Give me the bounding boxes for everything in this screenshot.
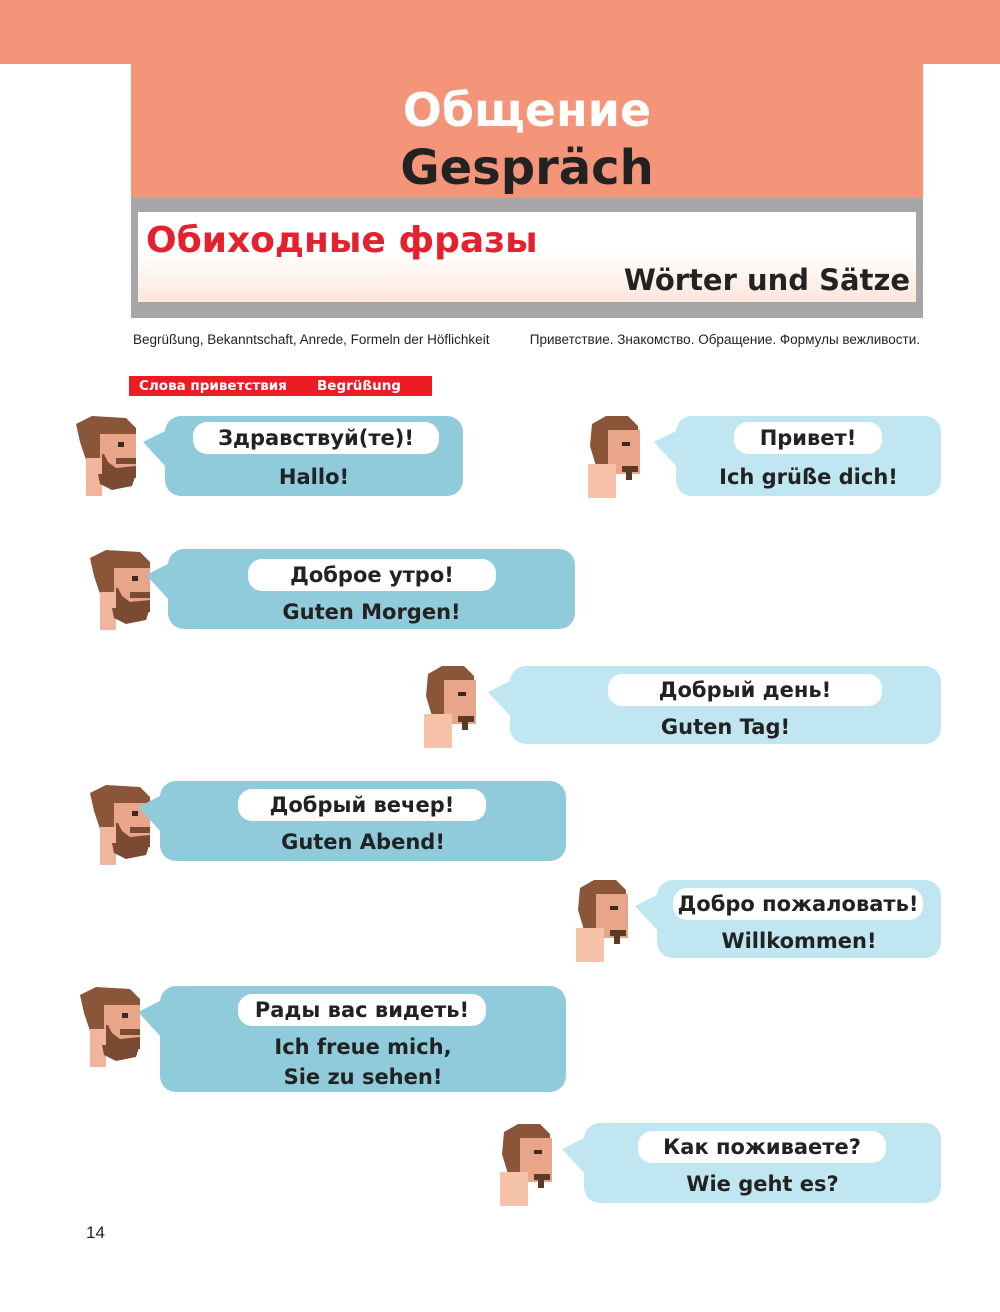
speech-bubble bbox=[160, 781, 566, 861]
mustache-man-icon bbox=[500, 1124, 570, 1206]
phrase-de: Guten Morgen! bbox=[282, 600, 461, 624]
speech-bubble bbox=[165, 416, 463, 496]
category-label-de: Begrüßung bbox=[317, 378, 401, 394]
category-bar bbox=[129, 376, 432, 396]
page-title-de: Gespräch bbox=[400, 140, 654, 196]
bubble-tail bbox=[146, 563, 170, 601]
section-title-ru: Обиходные фразы bbox=[146, 220, 538, 261]
mustache-man-icon bbox=[588, 416, 658, 498]
phrase-de-line1: Ich freue mich, bbox=[274, 1035, 452, 1059]
bubble-tail bbox=[562, 1137, 586, 1175]
bubble-tail bbox=[138, 795, 162, 833]
speech-bubble bbox=[584, 1123, 941, 1203]
header-band bbox=[0, 0, 1000, 64]
description-de: Begrüßung, Bekanntschaft, Anrede, Formeln der Höflichkeit bbox=[133, 332, 490, 347]
phrase-de-line2: Sie zu sehen! bbox=[283, 1065, 443, 1089]
phrase-de: Willkommen! bbox=[721, 929, 877, 953]
bubble-tail bbox=[635, 894, 659, 932]
section-title-de: Wörter und Sätze bbox=[623, 263, 910, 297]
category-label-ru: Слова приветствия bbox=[139, 378, 287, 394]
title-block bbox=[131, 64, 923, 198]
phrase-ru: Добро пожаловать! bbox=[673, 888, 923, 920]
page-title-ru: Общение bbox=[402, 83, 652, 137]
mustache-man-icon bbox=[424, 666, 494, 748]
section-header-inner bbox=[138, 212, 916, 302]
speech-bubble bbox=[657, 880, 941, 958]
speech-bubble bbox=[510, 666, 941, 744]
phrase-ru: Доброе утро! bbox=[248, 559, 496, 591]
phrase-de: Ich grüße dich! bbox=[719, 465, 898, 489]
description-ru: Приветствие. Знакомство. Обращение. Формулы вежливости. bbox=[529, 332, 920, 347]
bubble-tail bbox=[143, 430, 167, 468]
page-number: 14 bbox=[86, 1223, 105, 1242]
bubble-tail bbox=[138, 1000, 162, 1038]
phrase-ru: Добрый вечер! bbox=[238, 789, 486, 821]
phrase-ru: Здравствуй(те)! bbox=[193, 422, 439, 454]
phrase-de: Hallo! bbox=[278, 465, 350, 489]
bubble-tail bbox=[488, 680, 512, 718]
bearded-man-icon bbox=[72, 414, 142, 496]
bearded-man-icon bbox=[76, 985, 146, 1067]
phrase-ru: Добрый день! bbox=[608, 674, 882, 706]
speech-bubble bbox=[168, 549, 575, 629]
bubble-tail bbox=[654, 430, 678, 468]
phrase-de: Wie geht es? bbox=[686, 1172, 839, 1196]
phrase-ru: Привет! bbox=[734, 422, 882, 454]
phrase-ru: Как поживаете? bbox=[638, 1131, 886, 1163]
phrase-de: Guten Abend! bbox=[281, 830, 445, 854]
section-header bbox=[131, 198, 923, 318]
speech-bubble bbox=[160, 986, 566, 1092]
phrase-ru: Рады вас видеть! bbox=[238, 994, 486, 1026]
phrase-de: Guten Tag! bbox=[660, 715, 791, 739]
speech-bubble bbox=[676, 416, 941, 496]
